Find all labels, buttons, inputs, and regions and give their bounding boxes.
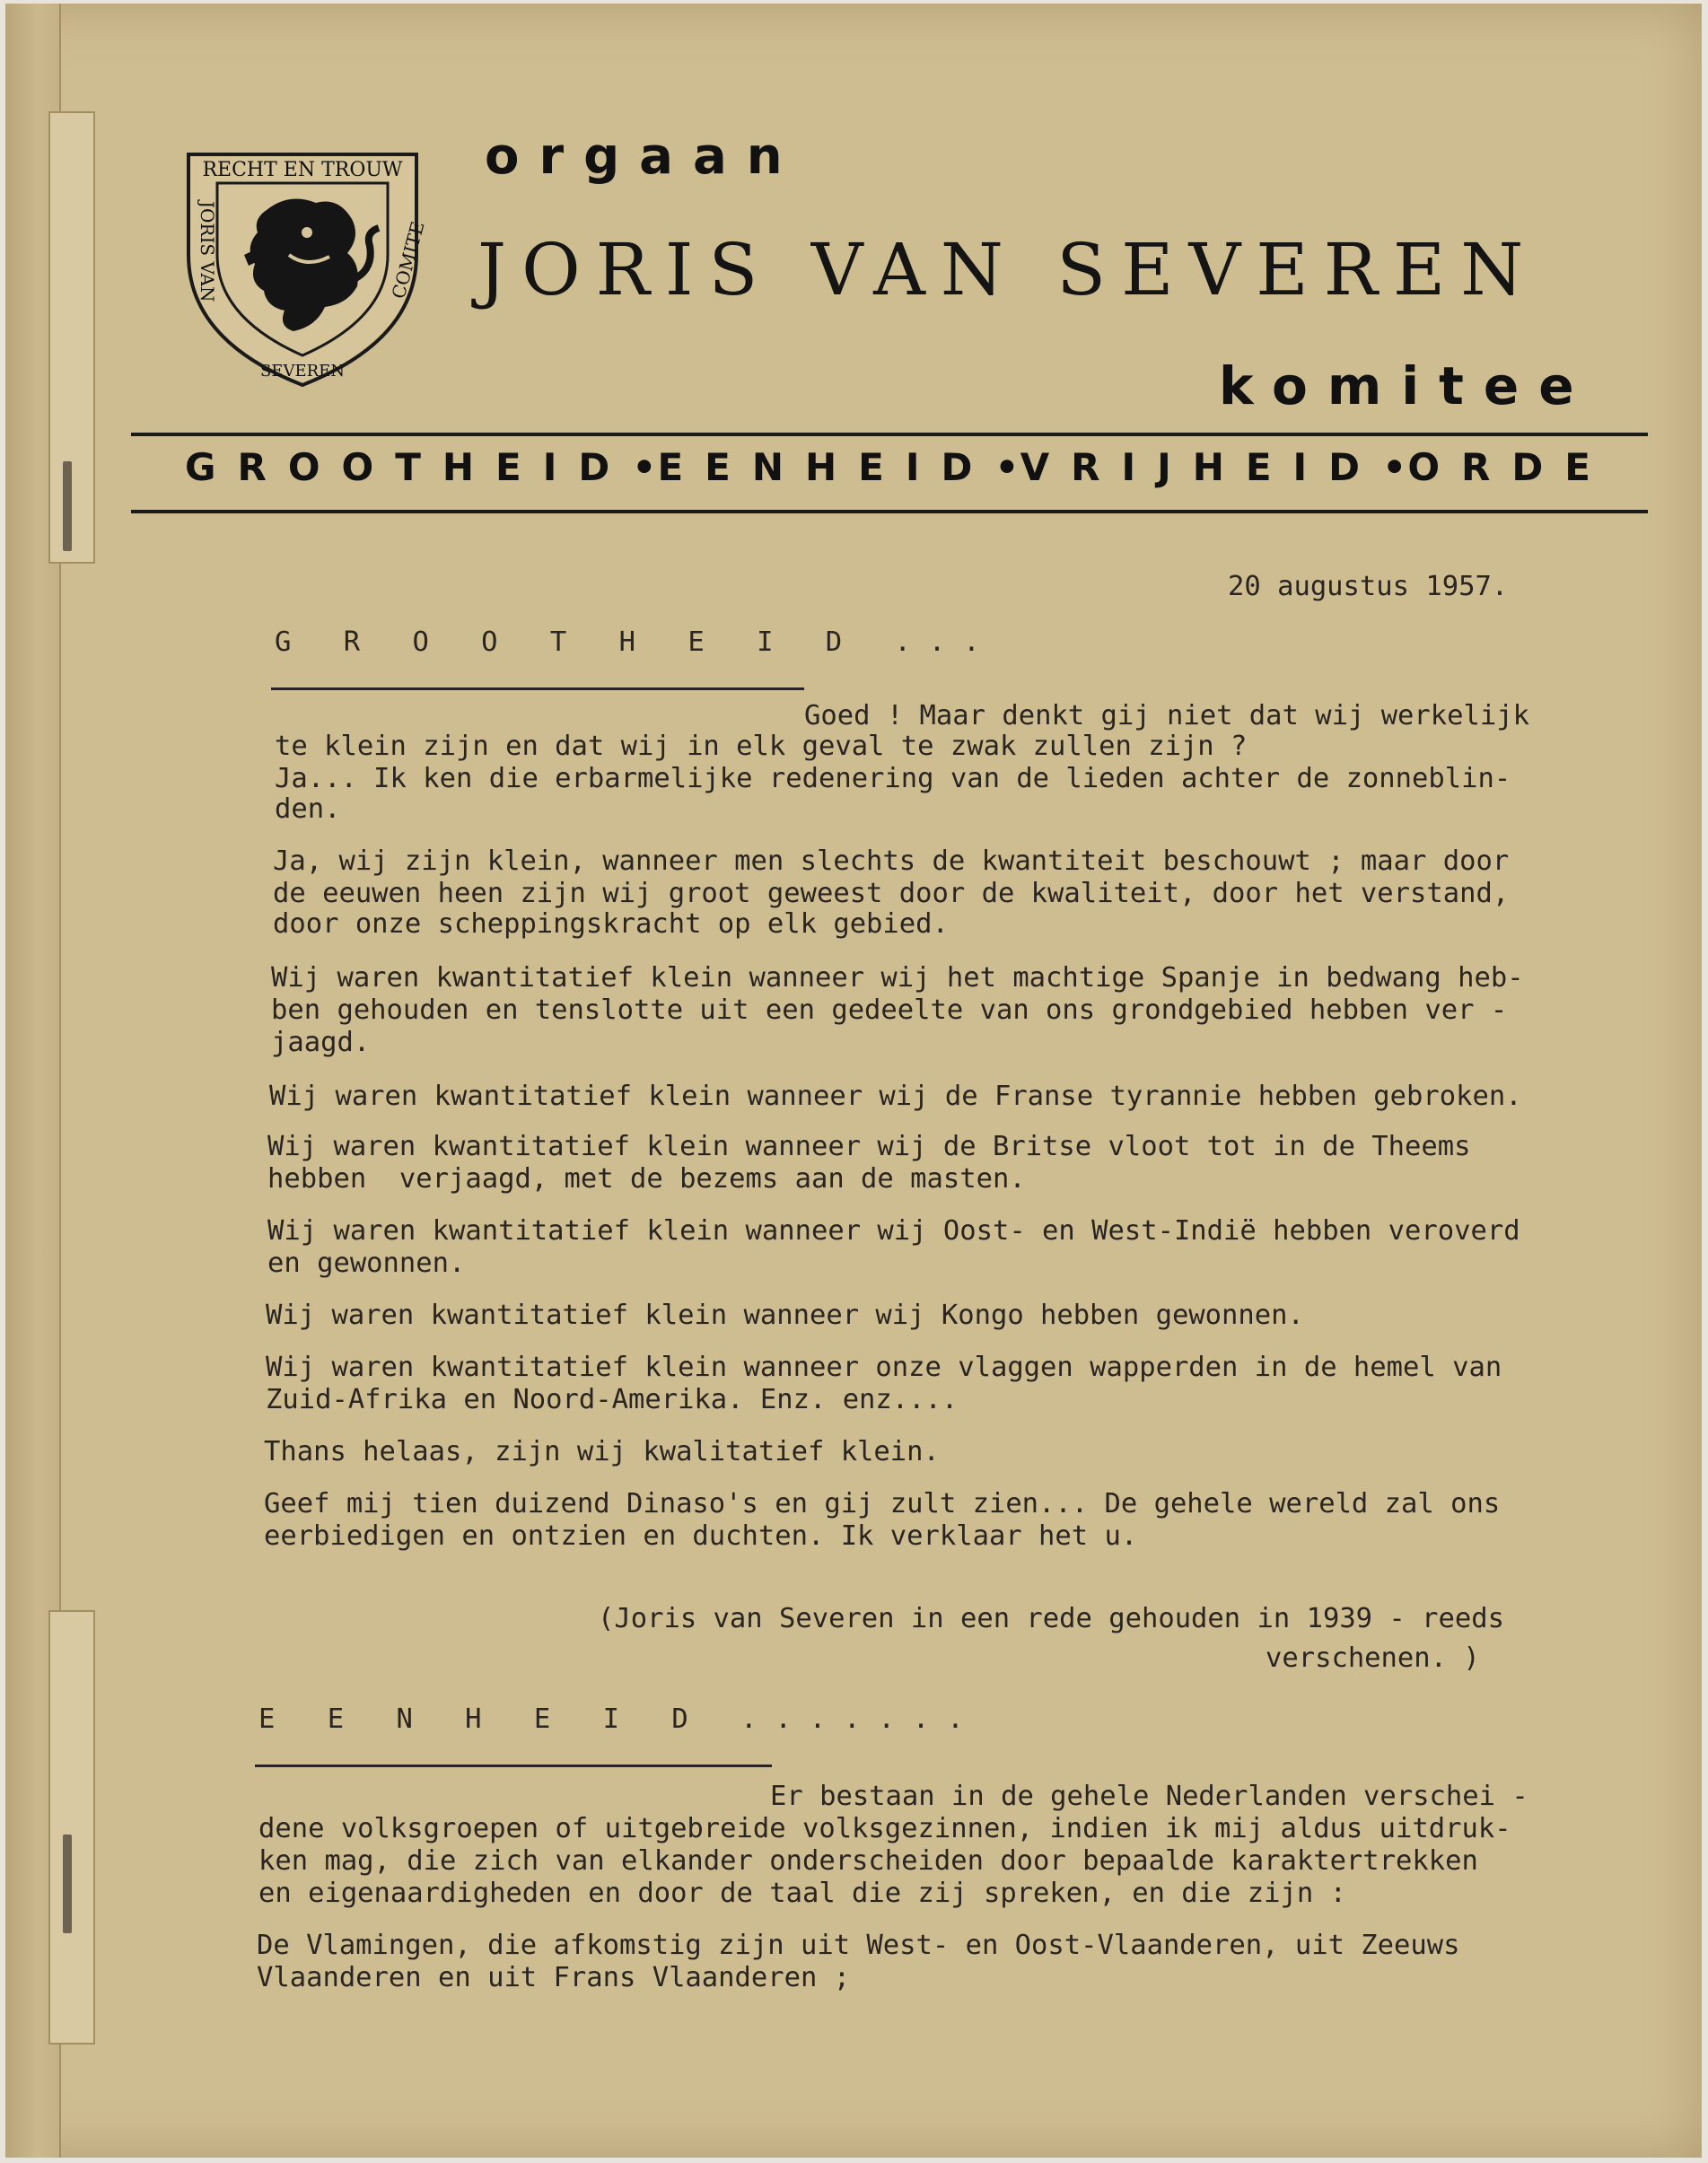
binding-tape — [48, 111, 95, 564]
paragraph-line: Vlaanderen en uit Frans Vlaanderen ; — [257, 1962, 851, 1993]
paragraph-line: Wij waren kwantitatief klein wanneer wij Kongo hebben gewonnen. — [266, 1300, 1304, 1331]
organ-label: orgaan — [485, 127, 802, 186]
motto-separator: • — [1382, 445, 1407, 489]
paragraph-line: Ja... Ik ken die erbarmelijke redenering van de lieden achter de zonneblin- — [275, 763, 1511, 794]
paragraph-line: dene volksgroepen of uitgebreide volksgezinnen, indien ik mij aldus uitdruk- — [258, 1813, 1511, 1844]
citation-line: verschenen. ) — [1266, 1642, 1480, 1674]
paragraph-line: Geef mij tien duizend Dinaso's en gij zult zien... De gehele wereld zal ons — [264, 1488, 1501, 1519]
motto-word-grootheid: GROOTHEID — [185, 445, 632, 489]
motto-word-eenheid: EENHEID — [657, 445, 994, 489]
paragraph-line: te klein zijn en dat wij in elk geval te zwak zullen zijn ? — [275, 731, 1248, 762]
motto-bar — [185, 445, 1612, 489]
paragraph-line: Thans helaas, zijn wij kwalitatief klein. — [264, 1436, 940, 1467]
paragraph-line: Ja, wij zijn klein, wanneer men slechts de kwantiteit beschouwt ; maar door — [273, 845, 1510, 877]
section-heading-grootheid: G R O O T H E I D ... — [275, 626, 998, 658]
masthead-rule-bottom — [131, 510, 1648, 513]
section-heading-eenheid: E E N H E I D ....... — [258, 1703, 982, 1735]
paragraph-line: Er bestaan in de gehele Nederlanden verschei - — [770, 1781, 1528, 1812]
heading-underline — [271, 687, 804, 690]
paragraph-line: jaagd. — [271, 1027, 371, 1058]
paragraph-line: en eigenaardigheden en door de taal die zij spreken, en die zijn : — [258, 1878, 1346, 1909]
paragraph-line: Wij waren kwantitatief klein wanneer wij de Britse vloot tot in de Theems — [267, 1131, 1471, 1162]
motto-word-vrijheid: VRIJHEID — [1020, 445, 1382, 489]
komitee-label: komitee — [1219, 355, 1594, 416]
binding-tape — [48, 1610, 95, 2045]
paragraph-line: ben gehouden en tenslotte uit een gedeelte van ons grondgebied hebben ver - — [271, 994, 1508, 1026]
masthead-title: JORIS VAN SEVEREN — [477, 228, 1539, 311]
paragraph-line: door onze scheppingskracht op elk gebied. — [273, 908, 949, 940]
citation-line: (Joris van Severen in een rede gehouden in 1939 - reeds — [598, 1603, 1504, 1634]
paragraph-line: Wij waren kwantitatief klein wanneer wij Oost- en West-Indië hebben veroverd — [267, 1215, 1520, 1247]
logo-top-text: RECHT EN TROUW — [202, 159, 403, 181]
paragraph-line: eerbiedigen en ontzien en duchten. Ik verklaar het u. — [264, 1520, 1138, 1552]
paragraph-line: Wij waren kwantitatief klein wanneer onze vlaggen wapperden in de hemel van — [266, 1352, 1502, 1383]
paragraph-line: Goed ! Maar denkt gij niet dat wij werkelijk — [804, 700, 1529, 731]
masthead-rule-top — [131, 433, 1648, 436]
paragraph-line: ken mag, die zich van elkander onderscheiden door bepaalde karaktertrekken — [258, 1845, 1478, 1877]
motto-separator: • — [994, 445, 1020, 489]
motto-separator: • — [632, 445, 657, 489]
paragraph-line: den. — [275, 793, 341, 825]
paragraph-line: de eeuwen heen zijn wij groot geweest door de kwaliteit, door het verstand, — [273, 878, 1510, 909]
logo-right-text: COMITE — [387, 219, 429, 302]
logo-left-text: JORIS VAN — [197, 201, 218, 302]
document-date: 20 augustus 1957. — [1228, 571, 1509, 602]
paragraph-line: en gewonnen. — [267, 1248, 466, 1279]
document-page — [5, 4, 1702, 2158]
paragraph-line: Wij waren kwantitatief klein wanneer wij de Franse tyrannie hebben gebroken. — [269, 1081, 1522, 1112]
staple — [63, 1835, 72, 1933]
staple — [63, 461, 72, 551]
motto-word-orde: ORDE — [1407, 445, 1612, 489]
paragraph-line: hebben verjaagd, met de bezems aan de masten. — [267, 1163, 1026, 1195]
logo-bottom-text: SEVEREN — [259, 362, 346, 381]
shield-logo — [181, 147, 429, 390]
paragraph-line: De Vlamingen, die afkomstig zijn uit West- en Oost-Vlaanderen, uit Zeeuws — [257, 1930, 1460, 1961]
paragraph-line: Wij waren kwantitatief klein wanneer wij het machtige Spanje in bedwang heb- — [271, 962, 1524, 994]
heading-underline — [255, 1765, 772, 1767]
paragraph-line: Zuid-Afrika en Noord-Amerika. Enz. enz.... — [266, 1384, 959, 1415]
